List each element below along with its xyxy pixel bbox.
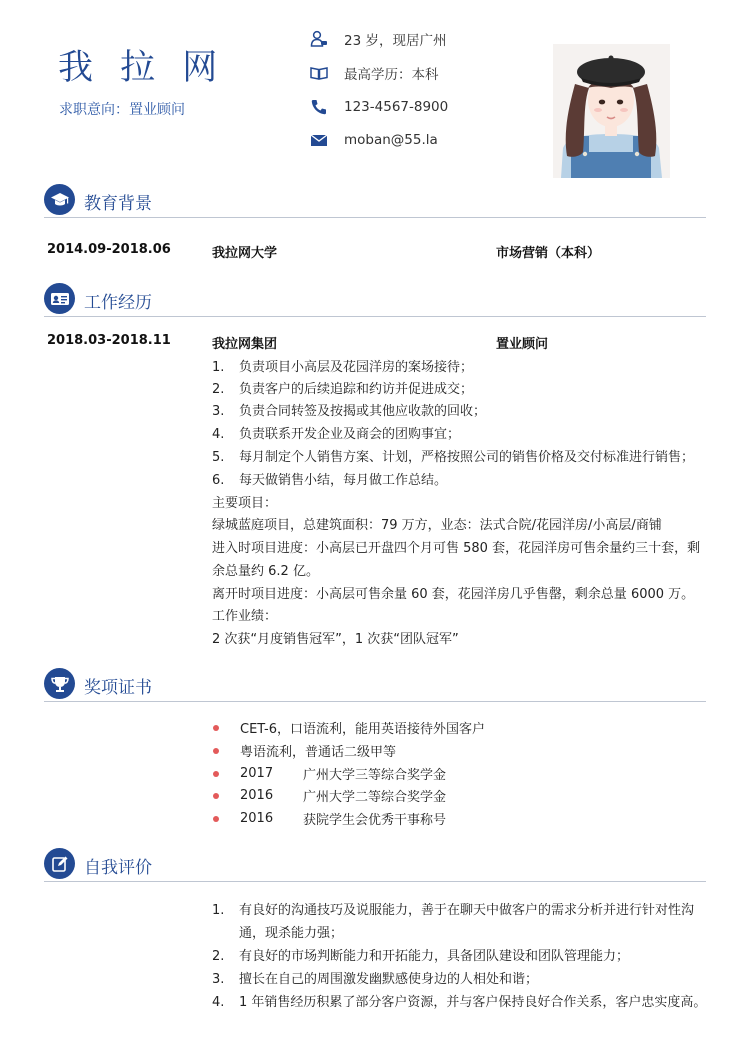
work-detail-line: 主要项目： [212,496,278,511]
section-divider [44,881,706,882]
work-title: 工作经历 [84,293,152,313]
self-eval-item: 3. 擅长在自己的周围激发幽默感使身边的人相处和谐； [212,972,539,987]
bullet-dot-icon [213,816,219,822]
award-item: 2016 广州大学二等综合奖学金 [213,786,446,805]
duty-item: 5. 每月制定个人销售方案、计划，严格按照公司的销售价格及交付标准进行销售； [212,450,695,465]
education-school: 我拉网大学 [212,246,278,261]
avatar [553,44,670,178]
section-divider [44,701,706,702]
book-icon [310,64,328,82]
work-detail-line: 2 次获“月度销售冠军”，1 次获“团队冠军” [212,632,459,647]
phone-icon [310,98,328,116]
award-item: 2017 广州大学三等综合奖学金 [213,764,446,783]
work-period: 2018.03-2018.11 [47,333,171,348]
self-eval-item: 通，现杀能力强； [239,926,344,941]
mail-icon [310,131,328,149]
contact-education [310,63,439,83]
education-title: 教育背景 [84,194,152,214]
person-icon [310,30,328,48]
duty-item: 3. 负责合同转签及按揭或其他应收款的回收； [212,404,487,419]
pencil-icon [44,848,75,879]
work-detail-line: 工作业绩： [212,609,278,624]
contact-phone [310,97,449,117]
candidate-name: 我 拉 网 [58,48,226,88]
bullet-dot-icon [213,748,219,754]
education-major: 市场营销（本科） [496,246,601,261]
award-item: CET-6，口语流利，能用英语接待外国客户 [213,718,485,737]
work-company: 我拉网集团 [212,337,278,352]
duty-item: 1. 负责项目小高层及花园洋房的案场接待； [212,360,474,375]
phone-text: 123-4567-8900 [344,99,449,115]
profile-photo [553,44,670,178]
education-text: 最高学历：本科 [344,67,439,83]
award-item: 2016 获院学生会优秀干事称号 [213,809,446,828]
work-detail-line: 进入时项目进度：小高层已开盘四个月可售 580 套，花园洋房可售余量约三十套，剩 [212,541,701,556]
section-divider [44,316,706,317]
work-detail-line: 绿城蓝庭项目，总建筑面积：79 万方，业态：法式合院/花园洋房/小高层/商铺 [212,518,662,533]
contact-age-location [310,29,447,49]
id-card-icon [44,283,75,314]
trophy-icon [44,668,75,699]
work-detail-line: 余总量约 6.2 亿。 [212,564,319,579]
work-position: 置业顾问 [496,337,549,352]
graduation-cap-icon [44,184,75,215]
email-text: moban@55.la [344,132,438,148]
education-section-header [44,184,706,218]
bullet-dot-icon [213,725,219,731]
work-section-header [44,283,706,317]
age-location-text: 23 岁，现居广州 [344,33,447,49]
duty-item: 6. 每天做销售小结，每月做工作总结。 [212,473,448,488]
education-period: 2014.09-2018.06 [47,242,171,257]
bullet-dot-icon [213,793,219,799]
self-eval-item: 2. 有良好的市场判断能力和开拓能力，具备团队建设和团队管理能力； [212,949,630,964]
bullet-dot-icon [213,771,219,777]
contact-email [310,130,438,150]
job-intent: 求职意向：置业顾问 [59,102,185,118]
section-divider [44,217,706,218]
self-eval-item: 4. 1 年销售经历积累了部分客户资源，并与客户保持良好合作关系，客户忠实度高。 [212,995,707,1010]
self-section-header [44,848,706,882]
awards-title: 奖项证书 [84,678,152,698]
duty-item: 4. 负责联系开发企业及商会的团购事宜； [212,427,461,442]
self-title: 自我评价 [84,858,152,878]
self-eval-item: 1. 有良好的沟通技巧及说服能力，善于在聊天中做客户的需求分析并进行针对性沟 [212,903,695,918]
work-detail-line: 离开时项目进度：小高层可售余量 60 套，花园洋房几乎售罄，剩余总量 6000 万。 [212,587,695,602]
award-item: 粤语流利，普通话二级甲等 [213,741,396,760]
awards-section-header [44,668,706,702]
duty-item: 2. 负责客户的后续追踪和约访并促进成交； [212,382,474,397]
